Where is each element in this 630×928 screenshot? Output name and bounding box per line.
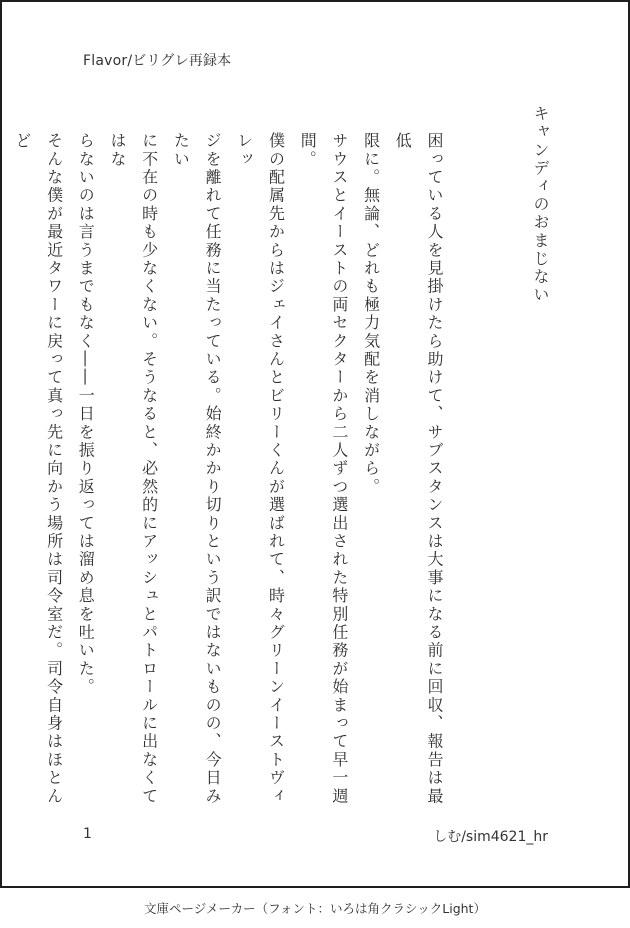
text-line: 限に。無論、どれも極力気配を消しながら。 <box>361 132 381 496</box>
page-number: 1 <box>83 826 92 842</box>
story-body <box>12 132 450 818</box>
book-header: Flavor/ビリグレ再録本 <box>83 53 232 69</box>
text-line: 僕の配属先からはジェイさんとビリーくんが選ばれて、時々グリーンイーストヴィレッ <box>234 132 286 806</box>
text-line: らないのは言うまでもなく――一日を振り返っては溜め息を吐いた。 <box>76 132 96 697</box>
text-line: 困っている人を見掛けたら助けて、サブスタンスは大事になる前に回収、報告は最低 <box>393 132 444 806</box>
text-line: サウスとイーストの両セクターから二人ずつ選出された特別任務が始まって早一週間。 <box>298 132 349 806</box>
author-credit: しむ/sim4621_hr <box>433 829 548 845</box>
story-title: キャンディのおまじない <box>531 105 550 305</box>
text-line: ジを離れて任務に当たっている。始終かかり切りという訳ではないものの、今日みたい <box>171 132 223 806</box>
generator-credit: 文庫ページメーカー（フォント：いろは角クラシックLight） <box>144 901 486 916</box>
text-line <box>0 132 6 818</box>
text-line: そんな僕が最近タワーに戻って真っ先に向かう場所は司令室だ。司令自身はほとんど <box>12 132 64 806</box>
text-line: に不在の時も少なくない。そうなると、必然的にアッシュとパトロールに出なくてはな <box>107 132 159 806</box>
